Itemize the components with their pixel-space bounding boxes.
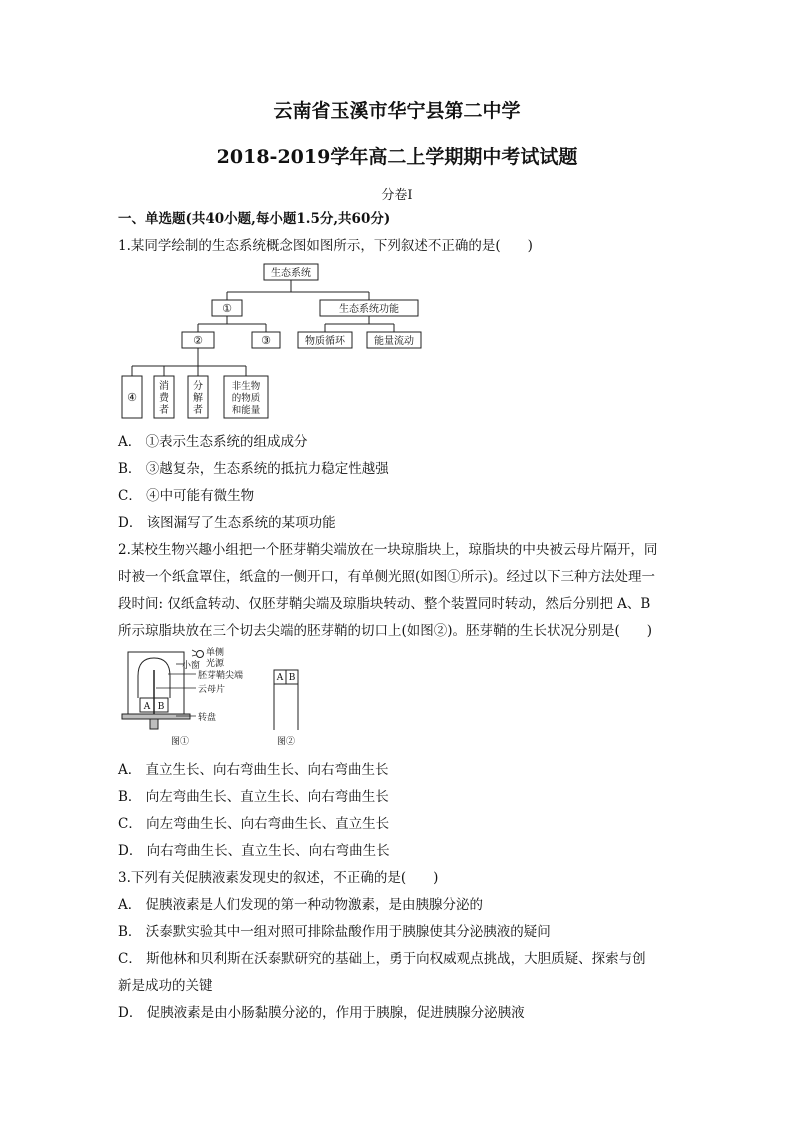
- question-1-option-a[interactable]: A． ①表示生态系统的组成成分: [118, 434, 308, 450]
- diagram-label-consumer-3: 者: [159, 405, 169, 416]
- question-2-stem-line-2: 时被一个纸盒罩住，纸盒的一侧开口，有单侧光照(如图①所示)。经过以下三种方法处理一: [118, 569, 656, 585]
- turntable: [122, 714, 190, 719]
- question-3-option-c-continued: 新是成功的关键: [118, 978, 213, 994]
- diagram-label-consumer-1: 消: [159, 381, 169, 392]
- diagram-label-abiotic-1: 非生物: [231, 381, 261, 392]
- diagram-label-4: ④: [127, 391, 137, 404]
- coleoptile-experiment-figure: [118, 646, 318, 750]
- light-source-icon: [197, 651, 204, 658]
- turntable-stand: [150, 719, 158, 729]
- diagram-label-material-cycle: 物质循环: [305, 336, 345, 347]
- diagram-label-2: ②: [193, 334, 203, 347]
- diagram-label-energy-flow: 能量流动: [374, 336, 414, 347]
- exam-title-school: 云南省玉溪市华宁县第二中学: [273, 100, 521, 122]
- label-light-2: 光源: [206, 659, 225, 669]
- caption-figure-1: 图①: [170, 737, 190, 747]
- part-label: 分卷I: [381, 188, 413, 203]
- label-light-1: 单侧: [206, 648, 225, 658]
- section-heading: 一、单选题(共40小题,每小题1.5分,共60分): [118, 211, 391, 227]
- exam-title-term: 2018-2019学年高二上学期期中考试试题: [216, 146, 578, 168]
- question-1-option-c[interactable]: C． ④中可能有微生物: [118, 488, 255, 504]
- paper-box: [128, 652, 184, 714]
- agar-block-b-label: B: [157, 702, 165, 712]
- diagram-label-consumer-2: 费: [159, 393, 169, 404]
- caption-figure-2: 图②: [276, 737, 296, 747]
- question-2-stem-line-3: 段时间: 仅纸盒转动、仅胚芽鞘尖端及琼脂块转动、整个装置同时转动，然后分别把 A、B: [118, 596, 651, 612]
- diagram-label-abiotic-3: 和能量: [231, 405, 261, 416]
- question-3-option-b[interactable]: B． 沃泰默实验其中一组对照可排除盐酸作用于胰腺使其分泌胰液的疑问: [118, 924, 551, 940]
- fig2-block-b-label: B: [288, 673, 296, 683]
- diagram-label-function: 生态系统功能: [339, 304, 399, 315]
- question-2-option-d[interactable]: D． 向右弯曲生长、直立生长、向右弯曲生长: [118, 843, 390, 859]
- question-1-stem: 1.某同学绘制的生态系统概念图如图所示，下列叙述不正确的是( ): [118, 238, 533, 254]
- diagram-label-abiotic-2: 的物质: [231, 393, 261, 404]
- diagram-label-3: ③: [261, 334, 271, 347]
- question-2-option-a[interactable]: A． 直立生长、向右弯曲生长、向右弯曲生长: [118, 762, 389, 778]
- diagram-label-root: 生态系统: [271, 268, 311, 279]
- question-1-option-d[interactable]: D． 该图漏写了生态系统的某项功能: [118, 515, 336, 531]
- label-mica: 云母片: [198, 685, 226, 695]
- label-window: 小窗: [182, 661, 201, 671]
- agar-block-a-label: A: [143, 702, 151, 712]
- diagram-label-decomposer-2: 解: [193, 393, 203, 404]
- question-3-option-a[interactable]: A． 促胰液素是人们发现的第一种动物激素，是由胰腺分泌的: [118, 897, 484, 913]
- question-2-stem-line-1: 2.某校生物兴趣小组把一个胚芽鞘尖端放在一块琼脂块上，琼脂块的中央被云母片隔开，同: [118, 542, 658, 558]
- fig2-coleoptile-stump: [274, 684, 298, 730]
- label-tip: 胚芽鞘尖端: [198, 671, 244, 681]
- question-1-option-b[interactable]: B． ③越复杂，生态系统的抵抗力稳定性越强: [118, 461, 389, 477]
- diagram-label-decomposer-1: 分: [193, 381, 203, 392]
- question-3-option-c[interactable]: C． 斯他林和贝利斯在沃泰默研究的基础上，勇于向权威观点挑战，大胆质疑、探索与创: [118, 951, 646, 967]
- question-2-stem-line-4: 所示琼脂块放在三个切去尖端的胚芽鞘的切口上(如图②)。胚芽鞘的生长状况分别是( ): [118, 623, 653, 639]
- label-turntable: 转盘: [198, 713, 217, 723]
- question-2-option-b[interactable]: B． 向左弯曲生长、直立生长、向右弯曲生长: [118, 789, 389, 805]
- ecosystem-concept-diagram: [118, 260, 428, 422]
- question-3-option-d[interactable]: D． 促胰液素是由小肠黏膜分泌的，作用于胰腺，促进胰腺分泌胰液: [118, 1005, 525, 1021]
- question-3-stem: 3.下列有关促胰液素发现史的叙述，不正确的是( ): [118, 870, 439, 886]
- diagram-label-decomposer-3: 者: [193, 405, 203, 416]
- diagram-label-1: ①: [222, 302, 232, 315]
- fig2-block-a-label: A: [276, 673, 284, 683]
- question-2-option-c[interactable]: C． 向左弯曲生长、向右弯曲生长、直立生长: [118, 816, 390, 832]
